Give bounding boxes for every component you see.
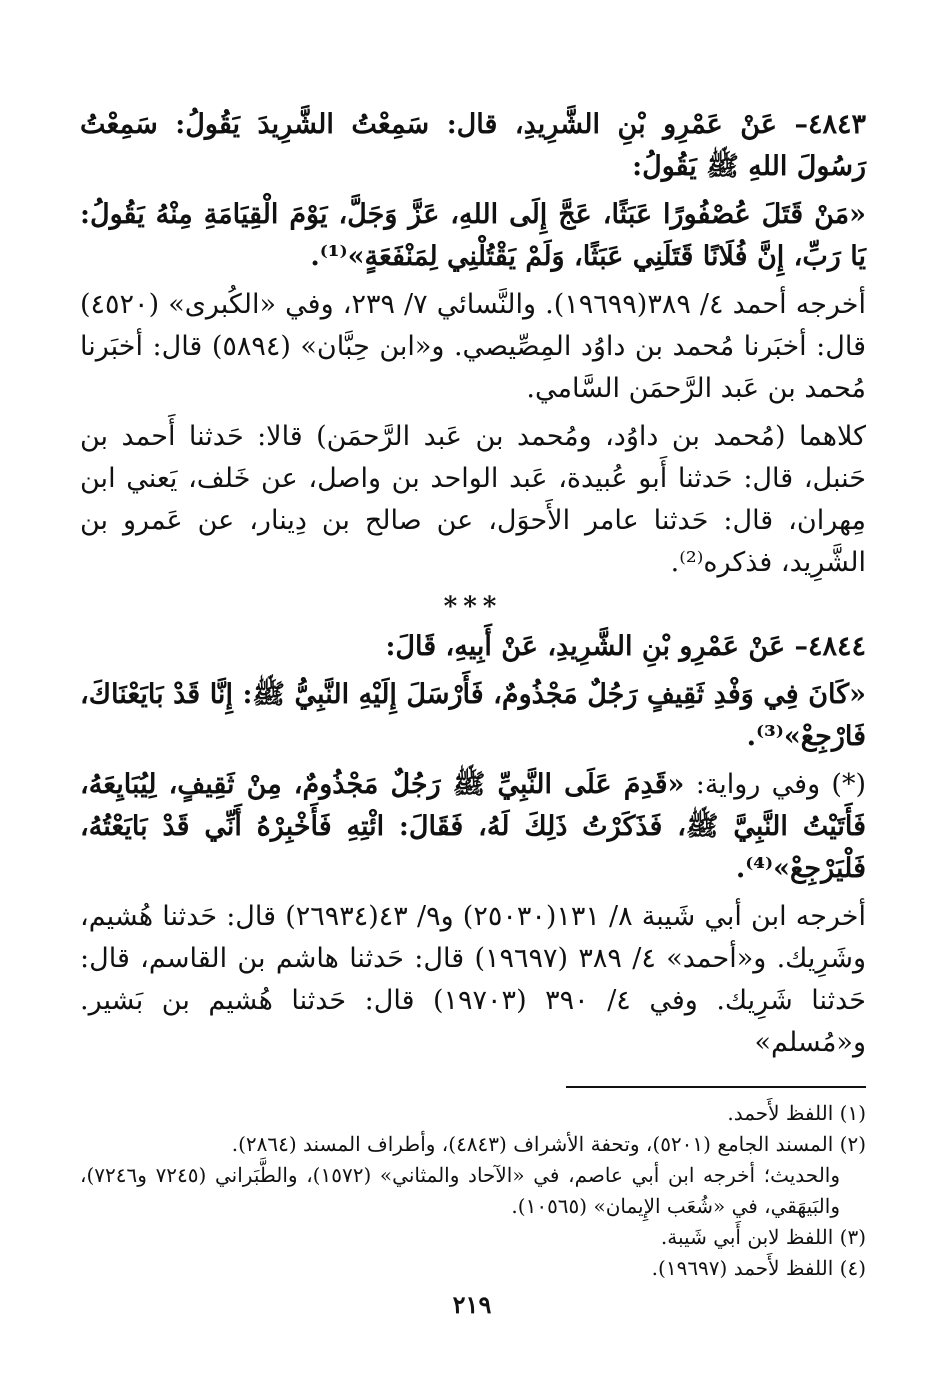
hadith-4844-riwaya <box>80 764 866 890</box>
hadith-header-text: – عَنْ عَمْرِو بْنِ الشَّرِيدِ، عَنْ أَبِيهِ، قَالَ: <box>385 631 808 662</box>
footnote-2-continuation: والحديث؛ أخرجه ابن أبي عاصم، في «الآحاد والمثاني» (١٥٧٢)، والطَّبَراني (٧٢٤٥ و٧٢٤٦)، والبَيهَقي، في «شُعَب الإِيمان» (١٠٥٦٥). <box>80 1163 841 1218</box>
footnote-1: (١) اللفظ لأَحمد. <box>727 1101 866 1125</box>
section-separator: *** <box>443 592 503 622</box>
hadith-number: ٤٨٤٤ <box>807 631 866 662</box>
hadith-4843-isnad: كلاهما (مُحمد بن داوُد، ومُحمد بن عَبد الرَّحمَن) قالا: حَدثنا أَحمد بن حَنبل، قال: حَدثنا أَبو عُبيدة، عَبد الواحد بن واصل، عن خَلف، يَعني ابن مِهران، قال: حَدثنا عامر الأَحوَل، عن صالح بن دِينار، عن عَمرو بن الشَّرِيد، فذكره⁽²⁾. <box>80 421 866 578</box>
footnote-divider <box>566 1086 866 1088</box>
hadith-4844-matn: «كَانَ فِي وَفْدِ ثَقِيفٍ رَجُلٌ مَجْذُومٌ، فَأَرْسَلَ إِلَيْهِ النَّبِيُّ ﷺ: إِنَّا قَدْ بَايَعْنَاكَ، فَارْجِعْ»⁽³⁾. <box>80 679 866 752</box>
hadith-4843-takhrij: أخرجه أحمد ٤/ ٣٨٩(١٩٦٩٩). والنَّسائي ٧/ ٢٣٩، وفي «الكُبرى» (٤٥٢٠) قال: أخبَرنا مُحمد بن داوُد المِصِّيصي. و«ابن حِبَّان» (٥٨٩٤) قال: أخبَرنا مُحمد بن عَبد الرَّحمَن السَّامي. <box>80 289 866 404</box>
riwaya-text: «قَدِمَ عَلَى النَّبِيِّ ﷺ رَجُلٌ مَجْذُومٌ، مِنْ ثَقِيفٍ، لِيُبَايِعَهُ، فَأَتَيْتُ النَّبِيَّ ﷺ، فَذَكَرْتُ ذَلِكَ لَهُ، فَقَالَ: ائْتِهِ فَأَخْبِرْهُ أَنِّي قَدْ بَايَعْتُهُ، فَلْيَرْجِعْ»⁽⁴⁾. <box>80 769 866 884</box>
riwaya-prefix: (*) وفي رواية: <box>695 769 866 800</box>
footnote-3: (٣) اللفظ لابن أَبي شَيبة. <box>660 1225 866 1249</box>
page-number: ٢١٩ <box>452 1290 492 1319</box>
hadith-4843-header <box>80 104 866 188</box>
hadith-4844-takhrij: أخرجه ابن أبي شَيبة ٨/ ١٣١(٢٥٠٣٠) و٩/ ٤٣(٢٦٩٣٤) قال: حَدثنا هُشيم، وشَرِيك. و«أحمد» ٤/ ٣٨٩ (١٩٦٩٧) قال: حَدثنا هاشم بن القاسم، قال: حَدثنا شَرِيك. وفي ٤/ ٣٩٠ (١٩٧٠٣) قال: حَدثنا هُشيم بن بَشير. و«مُسلم» <box>80 901 866 1058</box>
hadith-4843-matn: «مَنْ قَتَلَ عُصْفُورًا عَبَثًا، عَجَّ إِلَى اللهِ، عَزَّ وَجَلَّ، يَوْمَ الْقِيَامَةِ مِنْهُ يَقُولُ: يَا رَبِّ، إِنَّ فُلَانًا قَتَلَنِي عَبَثًا، وَلَمْ يَقْتُلْنِي لِمَنْفَعَةٍ»⁽¹⁾. <box>80 199 866 272</box>
hadith-header-text: – عَنْ عَمْرِو بْنِ الشَّرِيدِ، قال: سَمِعْتُ الشَّرِيدَ يَقُولُ: سَمِعْتُ رَسُولَ اللهِ ﷺ يَقُولُ: <box>80 109 866 182</box>
hadith-4844-header <box>80 626 866 668</box>
page-body <box>80 104 866 1284</box>
footnote-2: (٢) المسند الجامع (٥٢٠١)، وتحفة الأشراف (٤٨٤٣)، وأطراف المسند (٢٨٦٤). <box>231 1132 866 1156</box>
footnote-4: (٤) اللفظ لأَحمد (١٩٦٩٧). <box>651 1256 866 1280</box>
hadith-number: ٤٨٤٣ <box>807 109 866 140</box>
